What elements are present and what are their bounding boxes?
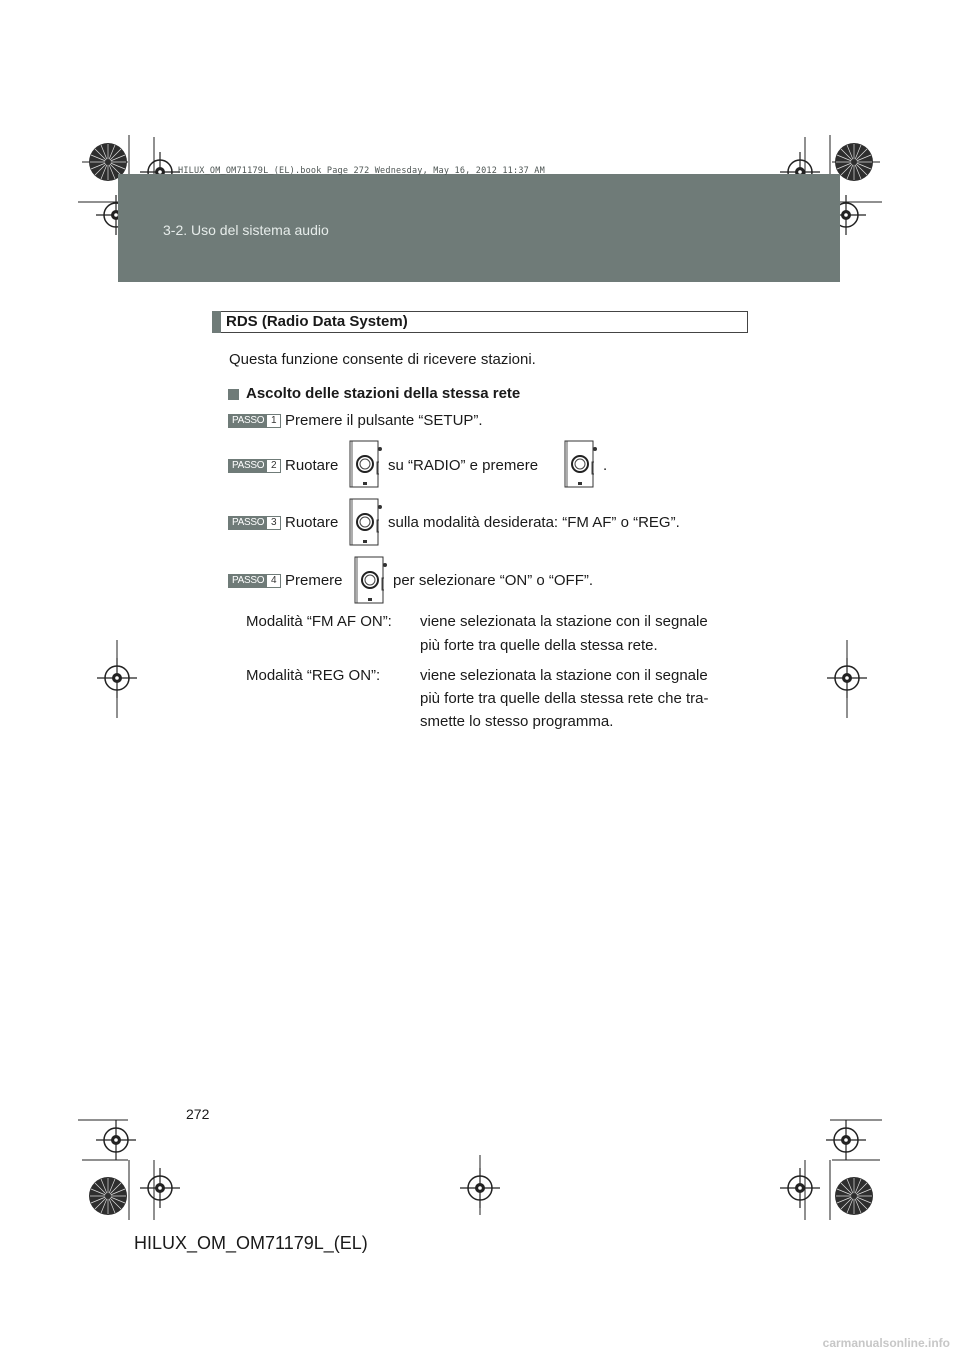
mode-term: Modalità “FM AF ON”: <box>246 613 392 630</box>
step-number: 1 <box>267 415 280 427</box>
step-text: sulla modalità desiderata: “FM AF” o “REG”. <box>388 514 680 531</box>
step-badge <box>228 414 281 428</box>
mode-desc-line: più forte tra quelle della stessa rete che tra- <box>420 690 709 707</box>
step-label: PASSO <box>229 575 267 587</box>
mode-desc-line: viene selezionata la stazione con il segnale <box>420 613 708 630</box>
mode-desc-line: viene selezionata la stazione con il segnale <box>420 667 708 684</box>
step-label: PASSO <box>229 415 267 427</box>
registration-mark-icon <box>140 1168 180 1208</box>
registration-mark-icon <box>460 1168 500 1208</box>
radial-target-icon <box>88 1176 128 1216</box>
step-text: su “RADIO” e premere <box>388 457 539 474</box>
step-label: PASSO <box>229 517 267 529</box>
section-breadcrumb: 3-2. Uso del sistema audio <box>163 222 329 238</box>
subsection-title: Ascolto delle stazioni della stessa rete <box>246 385 521 402</box>
step-text: Ruotare <box>285 514 339 531</box>
tuning-knob-icon <box>564 440 598 488</box>
mode-term: Modalità “REG ON”: <box>246 667 381 684</box>
tuning-knob-icon <box>349 440 383 488</box>
step-label: PASSO <box>229 460 267 472</box>
watermark: carmanualsonline.info <box>822 1336 950 1350</box>
step-text: Premere <box>285 572 343 589</box>
subsection-bullet <box>228 389 239 400</box>
registration-mark-icon <box>780 1168 820 1208</box>
radial-target-icon <box>834 142 874 182</box>
step-number: 2 <box>267 460 280 472</box>
registration-mark-icon <box>826 1120 866 1160</box>
registration-mark-icon <box>96 1120 136 1160</box>
document-id: HILUX_OM_OM71179L_(EL) <box>134 1233 368 1253</box>
step-text: per selezionare “ON” o “OFF”. <box>393 572 594 589</box>
step-badge <box>228 574 281 588</box>
step-badge <box>228 516 281 530</box>
mode-desc-line: più forte tra quelle della stessa rete. <box>420 637 658 654</box>
mode-desc-line: smette lo stesso programma. <box>420 713 614 730</box>
step-number: 4 <box>267 575 280 587</box>
page-number: 272 <box>186 1106 210 1122</box>
radial-target-icon <box>834 1176 874 1216</box>
step-text: Premere il pulsante “SETUP”. <box>285 412 483 429</box>
step-text: Ruotare <box>285 457 339 474</box>
book-info: HILUX_OM_OM71179L_(EL).book Page 272 Wednesday, May 16, 2012 11:37 AM <box>178 166 545 176</box>
registration-mark-icon <box>827 658 867 698</box>
section-heading-bar <box>212 311 221 333</box>
step-badge <box>228 459 281 473</box>
registration-mark-icon <box>97 658 137 698</box>
tuning-knob-icon <box>354 556 388 604</box>
step-text: . <box>603 457 608 474</box>
step-number: 3 <box>267 517 280 529</box>
tuning-knob-icon <box>349 498 383 546</box>
intro-text: Questa funzione consente di ricevere stazioni. <box>229 351 536 368</box>
section-title: RDS (Radio Data System) <box>226 313 408 330</box>
